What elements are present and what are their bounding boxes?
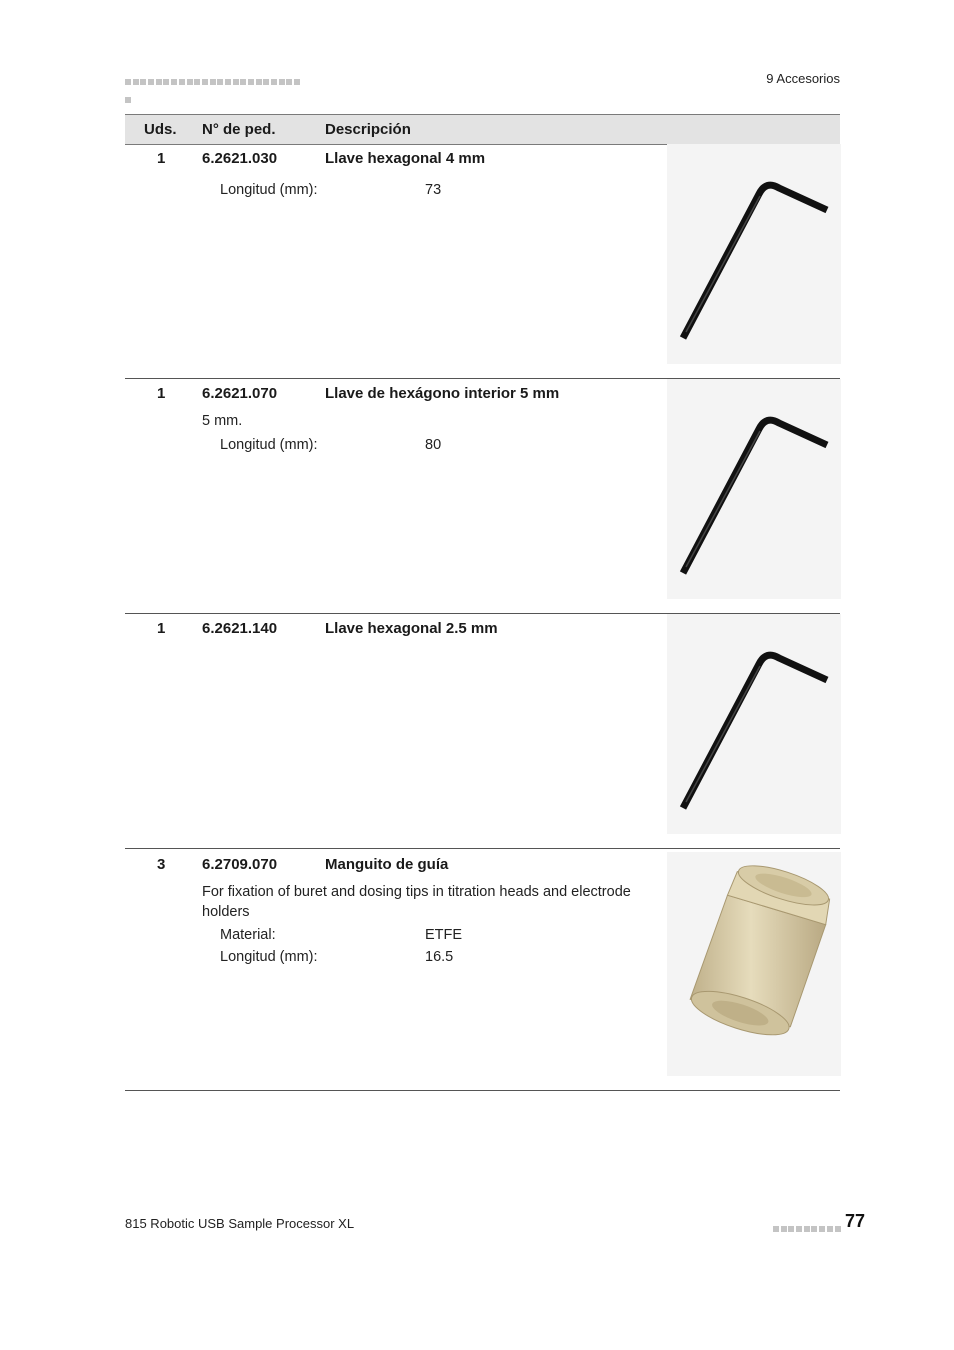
item-note: 5 mm. [202, 413, 243, 429]
item-qty: 1 [157, 150, 166, 167]
item-order-number: 6.2621.140 [202, 620, 278, 637]
table-row [125, 379, 840, 613]
header-decoration [125, 72, 309, 82]
item-order-number: 6.2621.070 [202, 385, 278, 402]
column-header-order-number: N° de ped. [202, 121, 276, 138]
property-label: Material: [220, 927, 276, 943]
guide-sleeve-image [667, 852, 841, 1076]
row-divider [125, 1090, 840, 1091]
property-value: ETFE [425, 927, 463, 943]
hex-key-icon [667, 144, 841, 364]
table-row [125, 850, 840, 1090]
column-header-qty: Uds. [144, 121, 177, 138]
item-qty: 3 [157, 856, 166, 873]
row-divider [125, 848, 840, 849]
item-note: For fixation of buret and dosing tips in titration heads and electrode holders [202, 884, 631, 920]
property-label: Longitud (mm): [220, 949, 318, 965]
property-label: Longitud (mm): [220, 437, 318, 453]
footer-decoration [773, 1219, 843, 1229]
column-header-description: Descripción [325, 121, 411, 138]
item-qty: 1 [157, 385, 166, 402]
hex-key-icon [667, 614, 841, 834]
property-value: 80 [425, 437, 442, 453]
chapter-title: 9 Accesorios [766, 71, 840, 86]
hex-key-icon [667, 379, 841, 599]
property-value: 73 [425, 182, 442, 198]
hex-key-image [667, 144, 841, 364]
guide-sleeve-icon [667, 852, 841, 1072]
table-header [125, 114, 840, 145]
page-number: 77 [845, 1211, 866, 1231]
property-label: Longitud (mm): [220, 182, 318, 198]
hex-key-image [667, 379, 841, 599]
item-title: Llave hexagonal 4 mm [325, 150, 486, 167]
hex-key-image [667, 614, 841, 834]
table-row [125, 144, 840, 378]
item-order-number: 6.2709.070 [202, 856, 278, 873]
table-row [125, 614, 840, 848]
footer-document-title: 815 Robotic USB Sample Processor XL [125, 1216, 355, 1231]
item-title: Llave hexagonal 2.5 mm [325, 620, 498, 637]
item-qty: 1 [157, 620, 166, 637]
item-title: Llave de hexágono interior 5 mm [325, 385, 560, 402]
property-value: 16.5 [425, 949, 454, 965]
item-order-number: 6.2621.030 [202, 150, 278, 167]
item-title: Manguito de guía [325, 856, 449, 873]
